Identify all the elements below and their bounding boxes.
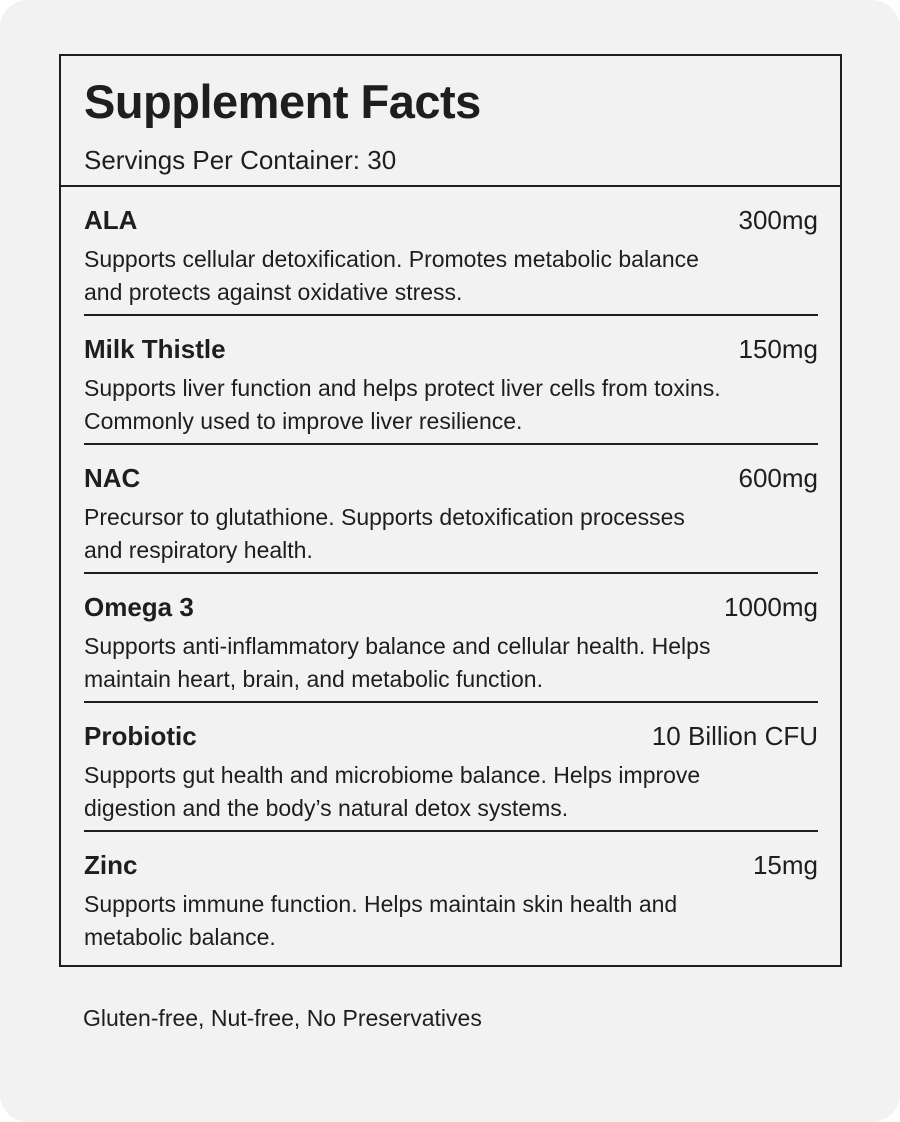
ingredient-amount: 150mg xyxy=(738,334,818,364)
ingredient-row xyxy=(84,445,818,574)
ingredient-amount: 600mg xyxy=(738,463,818,493)
dietary-note: Gluten-free, Nut-free, No Preservatives xyxy=(83,1005,482,1031)
ingredient-amount: 300mg xyxy=(738,205,818,235)
ingredient-amount: 15mg xyxy=(752,850,818,880)
ingredient-name: NAC xyxy=(84,463,141,493)
ingredient-name: Probiotic xyxy=(84,721,197,751)
ingredient-amount: 1000mg xyxy=(724,592,818,622)
ingredient-description: Precursor to glutathione. Supports detoxification processes and respiratory health. xyxy=(84,504,685,563)
ingredient-row xyxy=(84,703,818,832)
supplement-facts-panel xyxy=(59,54,842,967)
ingredient-row xyxy=(84,574,818,703)
ingredient-name: Milk Thistle xyxy=(84,334,226,364)
ingredient-row xyxy=(84,187,818,316)
ingredient-description: Supports cellular detoxification. Promotes metabolic balance and protects against oxidative stress. xyxy=(84,246,699,305)
ingredient-description: Supports anti-inflammatory balance and cellular health. Helps maintain heart, brain, and metabolic function. xyxy=(84,633,711,692)
ingredient-list xyxy=(84,187,818,961)
page-title: Supplement Facts xyxy=(84,75,481,128)
ingredient-amount: 10 Billion CFU xyxy=(651,721,818,751)
ingredient-name: Zinc xyxy=(84,850,138,880)
ingredient-name: ALA xyxy=(84,205,138,235)
ingredient-name: Omega 3 xyxy=(84,592,194,622)
servings-per-container: Servings Per Container: 30 xyxy=(84,145,397,175)
ingredient-description: Supports immune function. Helps maintain skin health and metabolic balance. xyxy=(84,891,678,950)
ingredient-description: Supports gut health and microbiome balance. Helps improve digestion and the body’s natural detox systems. xyxy=(84,762,701,821)
ingredient-row xyxy=(84,832,818,961)
panel-header xyxy=(61,56,840,187)
ingredient-description: Supports liver function and helps protect liver cells from toxins. Commonly used to improve liver resilience. xyxy=(84,375,721,434)
ingredient-row xyxy=(84,316,818,445)
